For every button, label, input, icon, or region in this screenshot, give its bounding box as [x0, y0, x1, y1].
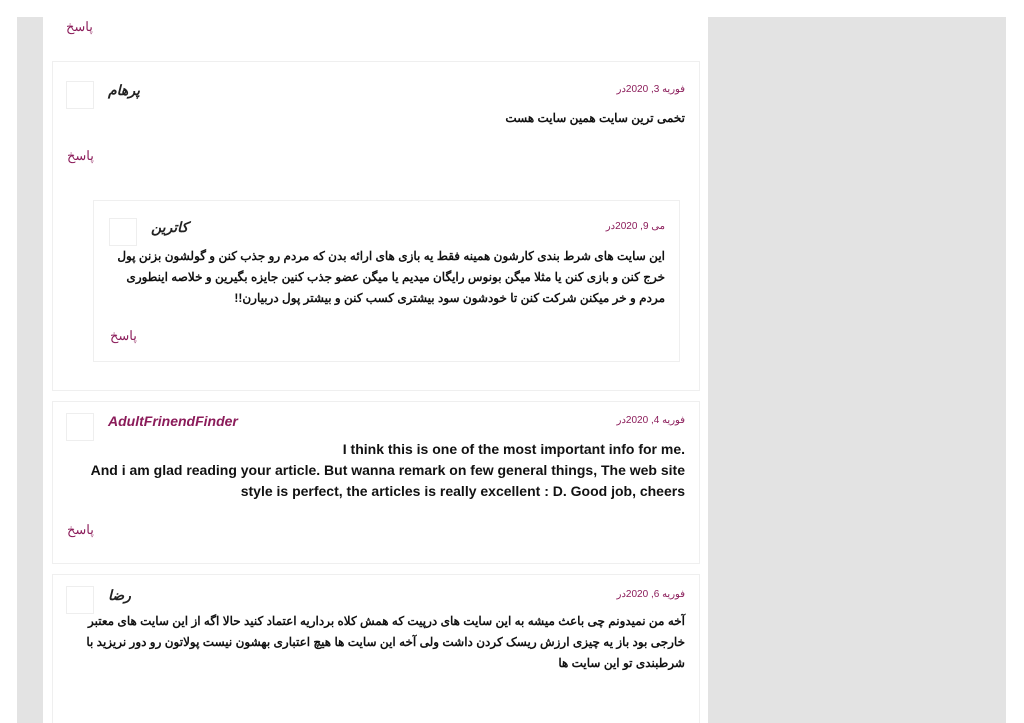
avatar — [109, 218, 137, 246]
comment-text: این سایت های شرط بندی کارشون همینه فقط یه بازی های ارائه بدن که مردم رو جذب کنن و گولشون بزنن پول خرج کنن و بازی کنن یا مثلا میگن بونوس رایگان میدیم یا میگن عضو جذب کنین جایزه بگیرین و خلاصه اینطوری مردم و خر میکنن شرکت کنن تا خودشون سود بیشتری کسب کنن و بیشتر پول دربیارن!! — [117, 249, 665, 305]
reply-link[interactable]: پاسخ — [66, 19, 93, 34]
comment-author: پرهام — [108, 82, 140, 98]
comment-text-line: I think this is one of the most important info for me. — [342, 441, 685, 457]
comment-adultfrinendfinder — [52, 401, 700, 564]
avatar — [66, 586, 94, 614]
avatar — [66, 413, 94, 441]
reply-link[interactable]: پاسخ — [67, 148, 94, 163]
left-background — [17, 17, 43, 723]
comment-date[interactable]: فوریه 3, 2020در — [616, 84, 685, 95]
comment-katrin — [93, 200, 680, 362]
comment-text: آخه من نمیدونم چی باعث میشه به این سایت های درپیت که همش کلاه برداریه اعتماد کنید حالا اگه از این سایت های معتبر خارجی بود باز یه چیزی ارزش ریسک کردن داشت ولی آخه این سایت ها هیچ اعتباری بهشون نیست پولاتون رو دور نریزید با شرطبندی تو این سایت ها — [86, 614, 685, 670]
comment-parham — [52, 61, 700, 391]
comment-text: تخمی ترین سایت همین سایت هست — [505, 111, 685, 125]
comment-author: کاترین — [151, 219, 189, 235]
comment-author: رضا — [108, 587, 131, 603]
reply-link[interactable]: پاسخ — [67, 522, 94, 537]
comment-author-link[interactable]: AdultFrinendFinder — [108, 413, 238, 429]
reply-link[interactable]: پاسخ — [110, 328, 137, 343]
comment-text-line: And i am glad reading your article. But wanna remark on few general things, The web site style is perfect, the articles is really excellent : D. Good job, cheers — [90, 462, 685, 499]
comment-date[interactable]: می 9, 2020در — [605, 221, 665, 232]
avatar — [66, 81, 94, 109]
comment-text — [65, 439, 685, 502]
comments-section — [43, 17, 708, 723]
comment-date[interactable]: فوریه 6, 2020در — [616, 589, 685, 600]
comment-reza — [52, 574, 700, 723]
comment-date[interactable]: فوریه 4, 2020در — [616, 415, 685, 426]
right-sidebar-background — [708, 17, 1006, 723]
